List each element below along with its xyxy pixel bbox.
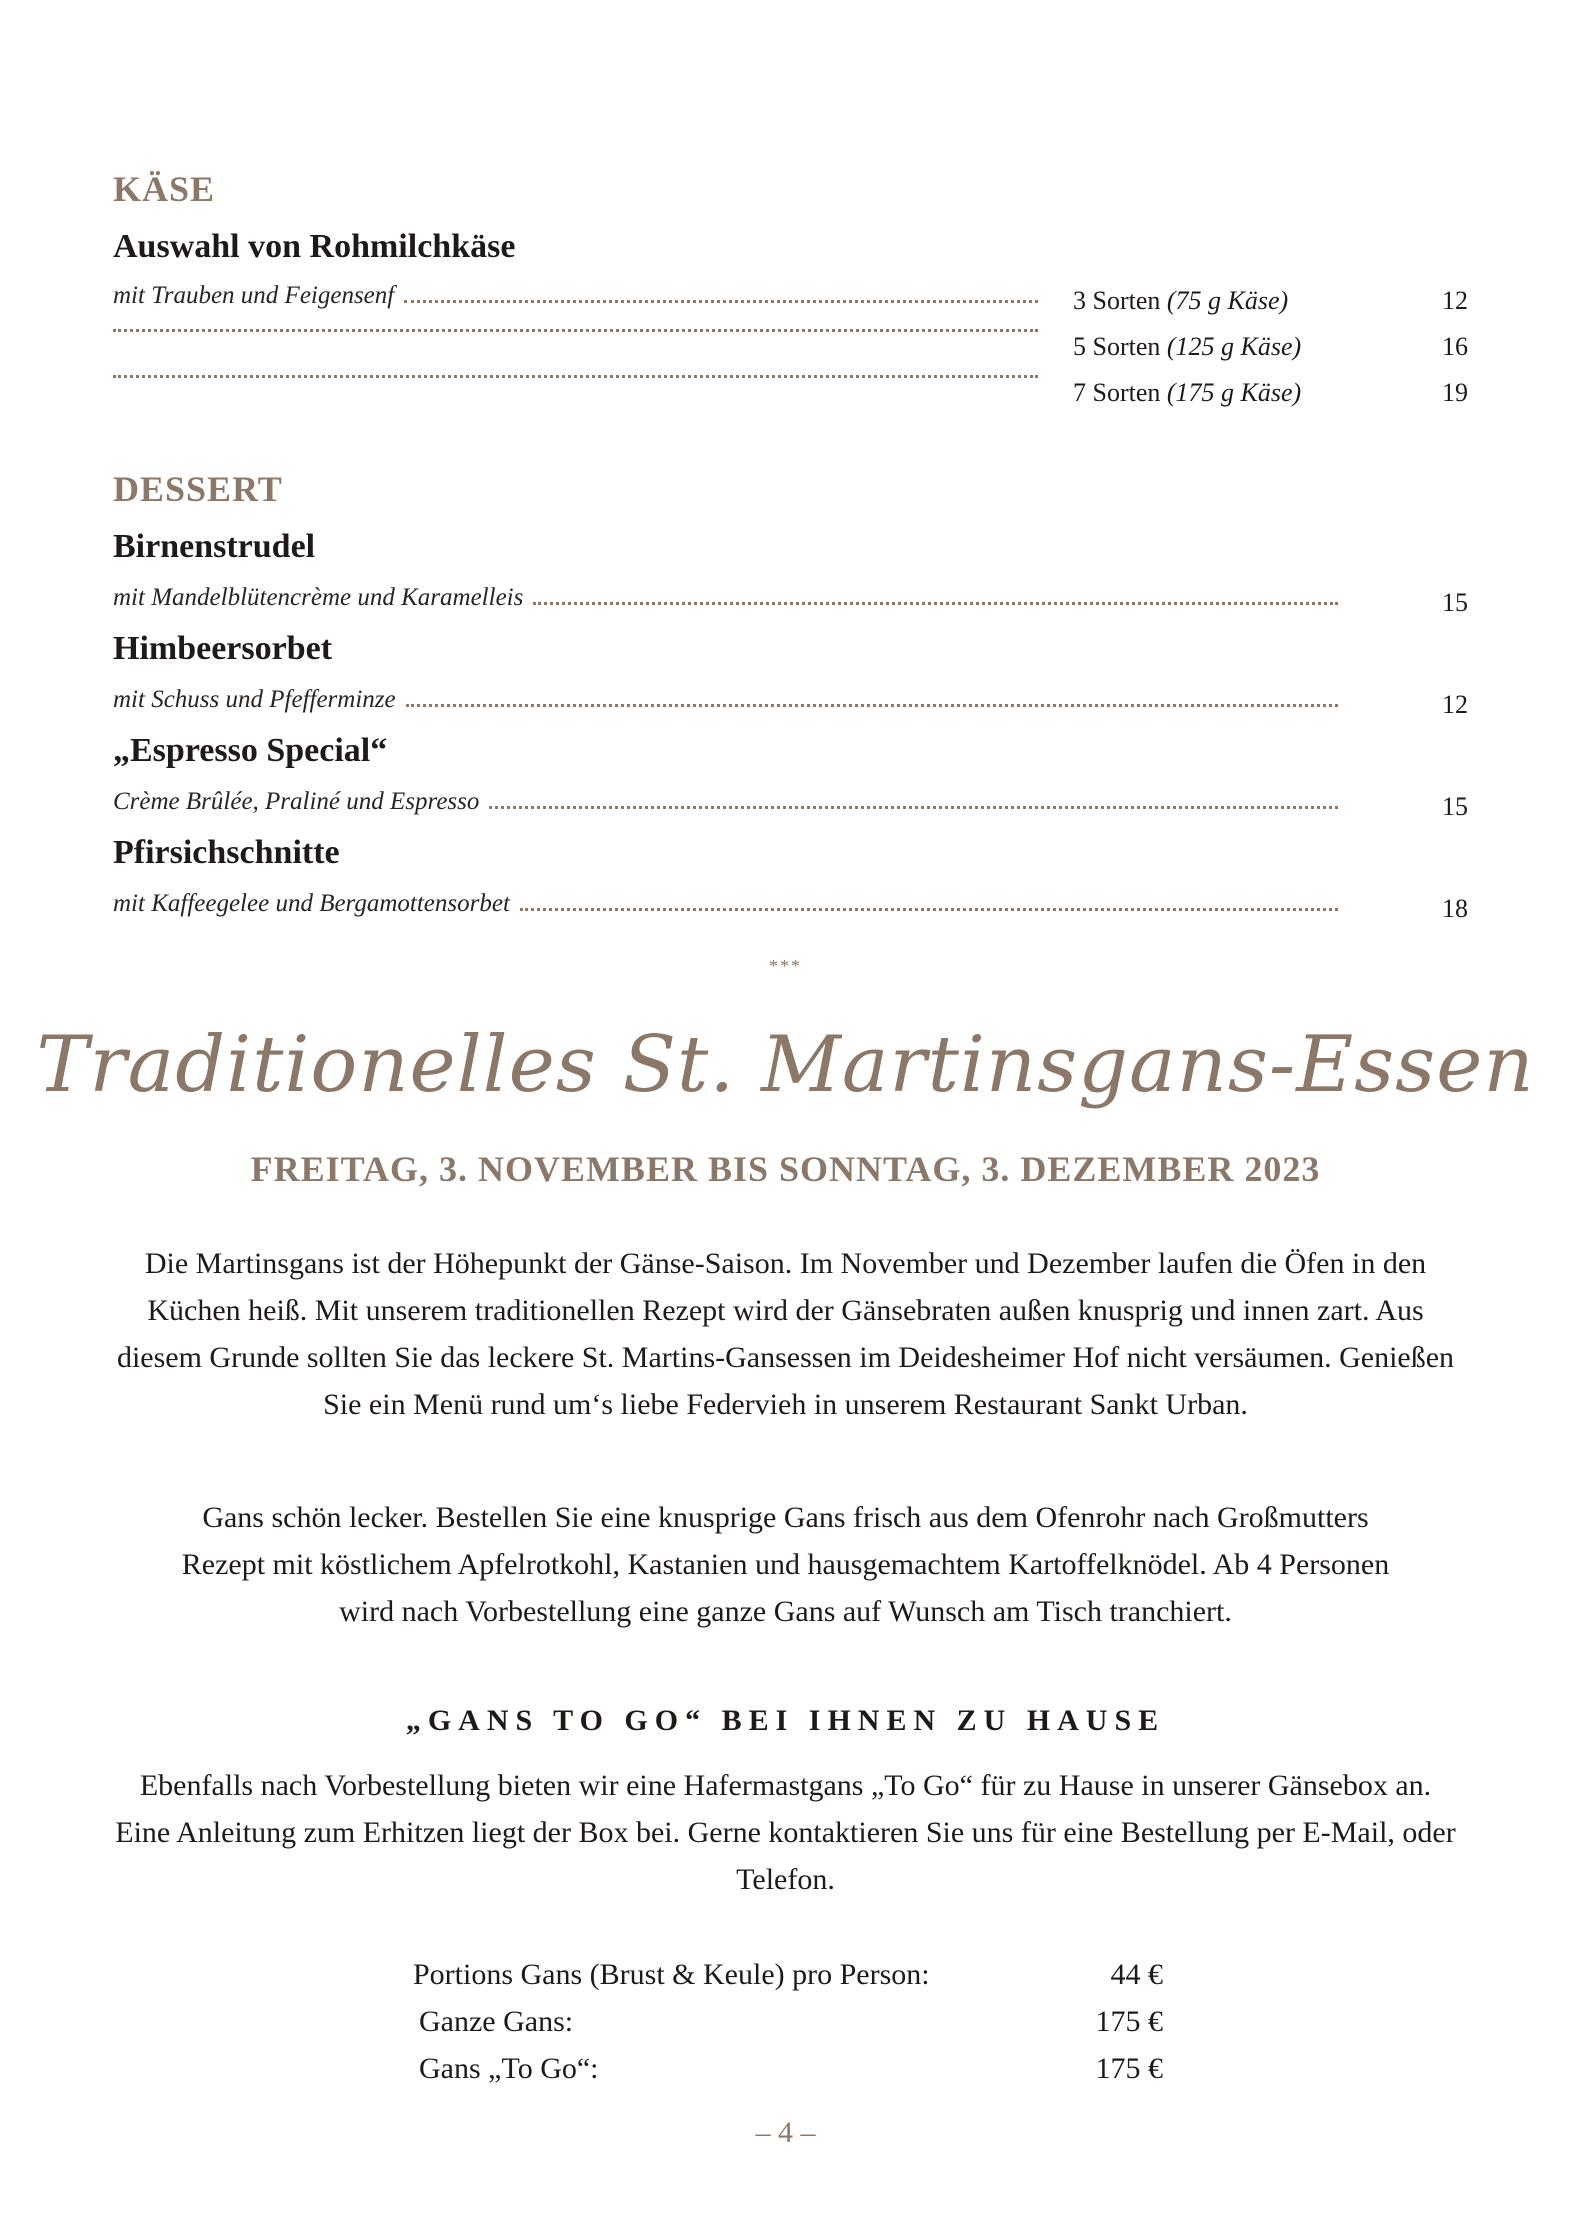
dessert-item-price: 12 — [1442, 690, 1468, 719]
to-go-heading: „GANS TO GO“ BEI IHNEN ZU HAUSE — [405, 1704, 1166, 1737]
martinsgans-title: Traditionelles St. Martinsgans-Essen — [36, 1020, 1535, 1110]
dessert-item-title: Pfirsichschnitte — [113, 834, 340, 871]
kaese-description: mit Trauben und Feigensenf — [113, 282, 395, 309]
dessert-item-row — [113, 686, 1338, 720]
dot-leader — [404, 299, 1038, 303]
option-count: 7 Sorten — [1073, 378, 1161, 407]
dessert-item-title: Himbeersorbet — [113, 630, 333, 667]
dessert-item-title: Birnenstrudel — [113, 528, 316, 565]
option-count: 3 Sorten — [1073, 286, 1161, 315]
price-row — [413, 2005, 1163, 2052]
price-value: 175 € — [1095, 2052, 1163, 2085]
price-label: Ganze Gans: — [419, 2005, 574, 2038]
kaese-row-3 — [113, 374, 1038, 408]
price-label: Gans „To Go“: — [419, 2052, 599, 2085]
price-value: 44 € — [1110, 1958, 1163, 1991]
price-value: 175 € — [1095, 2005, 1163, 2038]
dot-leader — [520, 907, 1338, 911]
kaese-price-3: 19 — [1442, 378, 1468, 407]
gans-paragraph: Gans schön lecker. Bestellen Sie eine knusprige Gans frisch aus dem Ofenrohr nach Großmutters Rezept mit köstlichem Apfelrotkohl, Kastanien und hausgemachtem Kartoffelknödel. Ab 4 Personen wird nach Vorbestellung eine ganze Gans auf Wunsch am Tisch tranchiert. — [181, 1501, 1390, 1628]
kaese-option-2 — [1073, 332, 1301, 362]
option-count: 5 Sorten — [1073, 332, 1161, 361]
dessert-item-row — [113, 584, 1338, 618]
section-heading-kaese: KÄSE — [113, 169, 216, 209]
kaese-price-1: 12 — [1442, 286, 1468, 315]
dessert-item-description: Crème Brûlée, Praliné und Espresso — [113, 788, 480, 815]
event-dates: FREITAG, 3. NOVEMBER BIS SONNTAG, 3. DEZEMBER 2023 — [250, 1149, 1321, 1189]
dot-leader — [489, 805, 1338, 809]
dessert-item-description: mit Kaffeegelee und Bergamottensorbet — [113, 890, 510, 917]
price-row — [413, 1958, 1163, 2005]
option-weight: (125 g Käse) — [1166, 332, 1302, 361]
dessert-item-description: mit Schuss und Pfefferminze — [113, 686, 396, 713]
option-weight: (75 g Käse) — [1166, 286, 1289, 315]
gans-price-table — [413, 1958, 1163, 2099]
dessert-item-description: mit Mandelblütencrème und Karamelleis — [113, 584, 524, 611]
star-divider: *** — [769, 956, 802, 976]
dot-leader — [113, 328, 1038, 332]
dessert-item-row — [113, 788, 1338, 822]
item-title-rohmilchkaese: Auswahl von Rohmilchkäse — [113, 228, 516, 265]
section-heading-dessert: DESSERT — [113, 469, 283, 509]
kaese-option-1 — [1073, 286, 1288, 316]
dot-leader — [113, 374, 1038, 378]
page-number: – 4 – — [755, 2116, 816, 2149]
dessert-item-price: 15 — [1442, 792, 1468, 821]
to-go-paragraph: Ebenfalls nach Vorbestellung bieten wir eine Hafermastgans „To Go“ für zu Hause in unserer Gänsebox an. Eine Anleitung zum Erhitzen liegt der Box bei. Gerne kontaktieren Sie uns für eine Bestellung per E-Mail, oder Telefon. — [115, 1769, 1456, 1896]
kaese-option-3 — [1073, 378, 1301, 408]
price-label: Portions Gans (Brust & Keule) pro Person: — [413, 1958, 930, 1991]
option-weight: (175 g Käse) — [1166, 378, 1302, 407]
dessert-item-price: 15 — [1442, 588, 1468, 617]
price-row — [413, 2052, 1163, 2099]
dessert-item-row — [113, 890, 1338, 924]
kaese-row-1 — [113, 282, 1038, 316]
dot-leader — [533, 601, 1338, 605]
kaese-row-2 — [113, 328, 1038, 362]
intro-paragraph: Die Martinsgans ist der Höhepunkt der Gänse-Saison. Im November und Dezember laufen die Öfen in den Küchen heiß. Mit unserem traditionellen Rezept wird der Gänsebraten außen knusprig und innen zart. Aus diesem Grunde sollten Sie das leckere St. Martins-Gansessen im Deidesheimer Hof nicht versäumen. Genießen Sie ein Menü rund um‘s liebe Federvieh in unserem Restaurant Sankt Urban. — [116, 1247, 1455, 1421]
kaese-price-2: 16 — [1442, 332, 1468, 361]
dessert-item-price: 18 — [1442, 894, 1468, 923]
dot-leader — [406, 703, 1338, 707]
dessert-item-title: „Espresso Special“ — [113, 732, 388, 769]
